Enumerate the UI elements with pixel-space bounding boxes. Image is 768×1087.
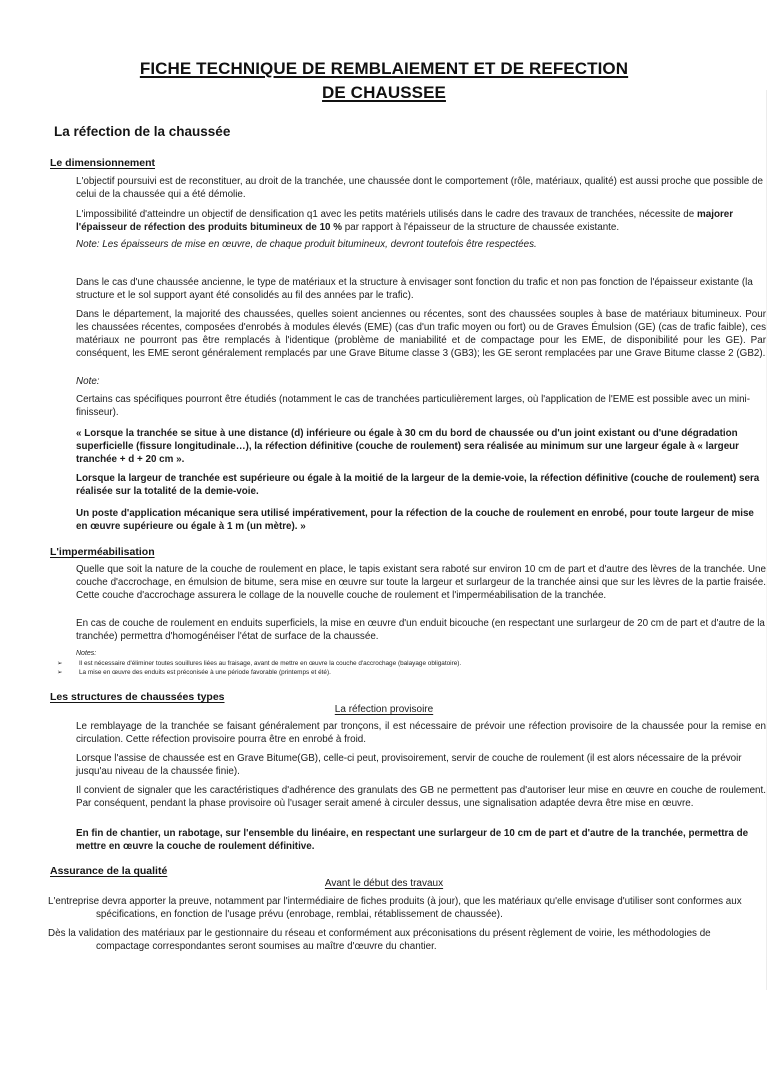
subheading-refection-provisoire: La réfection provisoire (334, 704, 434, 715)
dimensionnement-note-label: Note: (76, 376, 100, 387)
dimensionnement-bold-rule-3: Un poste d'application mécanique sera utilisé impérativement, pour la réfection de la couche de roulement en enrobé, pour toute largeur de mise en œuvre supérieure ou égale à 1 m (un mètre). » (76, 508, 754, 532)
title-line-2: DE CHAUSSEE (322, 83, 446, 102)
dimensionnement-paragraph-4: Dans le département, la majorité des chaussées, quelles soient anciennes ou récentes, sont des chaussées souples à base de matériaux bitumineux. Pour les chaussées récentes, composées d'enrobés à modules élevés (EME) (cas d'un trafic moyen ou fort) ou de Graves Émulsion (GE) (cas de trafic faible), ces matériaux ne pourront pas être remplacés à l'identique (problème de maniabilité et de compactage pour les EME, de disponibilité pour les GE). Par conséquent, les EME seront généralement remplacés par une Grave Bitume classe 3 (GB3); les GE seront remplacées par une Grave Bitume classe 2 (GB2). (76, 309, 766, 359)
heading-dimensionnement: Le dimensionnement (50, 157, 156, 169)
dimensionnement-paragraph-1: L'objectif poursuivi est de reconstituer, au droit de la tranchée, une chaussée dont le comportement (rôle, matériaux, qualité) est aussi proche que possible de celui de la chaussée qui a été démolie. (76, 176, 763, 200)
heading-impermeabilisation: L'imperméabilisation (50, 546, 155, 558)
p2-text-after: par rapport à l'épaisseur de la structure de chaussée existante. (342, 222, 620, 233)
scan-edge-line (766, 90, 767, 990)
structures-paragraph-1: Le remblayage de la tranchée se faisant généralement par tronçons, il est nécessaire de prévoir une réfection provisoire de la chaussée pour la remise en circulation. Cette réfection provisoire pourra être en enrobé à froid. (76, 721, 766, 745)
heading-qualite: Assurance de la qualité (50, 865, 168, 877)
impermeabilisation-paragraph-2: En cas de couche de roulement en enduits superficiels, la mise en œuvre d'un enduit bicouche (en respectant une surlargeur de 20 cm de part et d'autre de la tranchée) permettra d'homogénéiser l'état de surface de la chaussée. (76, 618, 765, 642)
dimensionnement-paragraph-3: Dans le cas d'une chaussée ancienne, le type de matériaux et la structure à envisager sont fonction du trafic et non pas fonction de l'épaisseur existante (la structure et le sol support ayant été consolidés au fil des années par le trafic). (76, 277, 753, 301)
note-item (57, 668, 331, 676)
impermeabilisation-notes-label: Notes: (76, 650, 97, 657)
structures-paragraph-3: Il convient de signaler que les caractéristiques d'adhérence des granulats des GB ne permettent pas d'autoriser leur mise en œuvre en couche de roulement. Par conséquent, pendant la phase provisoire où l'usager serait amené à circuler dessus, une signalisation adaptée devra être mise en œuvre. (76, 785, 766, 809)
dimensionnement-bold-rule-1: « Lorsque la tranchée se situe à une distance (d) inférieure ou égale à 30 cm du bord de chaussée ou d'un joint existant ou d'une dégradation superficielle (fissure longitudinale…), la réfection définitive (couche de roulement) sera réalisée au minimum sur une largeur égale à « largeur tranchée + d + 20 cm ». (76, 428, 740, 465)
structures-paragraph-2: Lorsque l'assise de chaussée est en Grave Bitume(GB), celle-ci peut, provisoirement, servir de couche de roulement (il est alors nécessaire de la prévoir jusqu'au niveau de la chaussée finie). (76, 753, 742, 777)
qualite-paragraph-2: Dès la validation des matériaux par le gestionnaire du réseau et conformément aux préconisations du présent règlement de voirie, les méthodologies de compactage correspondantes seront soumises au maître d'œuvre du chantier. (48, 928, 711, 952)
document-title (0, 57, 768, 105)
dimensionnement-paragraph-5: Certains cas spécifiques pourront être étudiés (notamment le cas de tranchées particulièrement larges, où l'application de l'EME est possible avec un mini-finisseur). (76, 394, 751, 418)
dimensionnement-note: Note: Les épaisseurs de mise en œuvre, de chaque produit bitumineux, devront toutefois être respectées. (76, 239, 537, 250)
impermeabilisation-paragraph-1: Quelle que soit la nature de la couche de roulement en place, le tapis existant sera raboté sur environ 10 cm de part et d'autre des lèvres de la tranchée. Une couche d'accrochage, en émulsion de bitume, sera mise en œuvre sur toute la largeur et surlargeur de la tranchée ainsi que sur les lèvres de la partie fraisée. Cette couche d'accrochage assurera le collage de la nouvelle couche de roulement et l'imperméabilisation de la tranchée. (76, 564, 766, 601)
title-line-1: FICHE TECHNIQUE DE REMBLAIEMENT ET DE REFECTION (139, 59, 629, 78)
subheading-avant-travaux: Avant le début des travaux (324, 878, 444, 889)
note-text: La mise en œuvre des enduits est préconisée à une période favorable (printemps et été). (79, 669, 331, 676)
note-text: Il est nécessaire d'éliminer toutes souillures liées au fraisage, avant de mettre en œuvre la couche d'accrochage (balayage obligatoire). (79, 660, 462, 667)
structures-bold-rule: En fin de chantier, un rabotage, sur l'ensemble du linéaire, en respectant une surlargeur de 10 cm de part et d'autre de la tranchée, permettra de mettre en œuvre la couche de roulement définitive. (76, 828, 749, 852)
p2-text-before: L'impossibilité d'atteindre un objectif de densification q1 avec les petits matériels utilisés dans le cadre des travaux de tranchées, nécessite de (76, 209, 697, 220)
arrow-bullet-icon: ➢ (57, 660, 63, 667)
section-title: La réfection de la chaussée (54, 124, 231, 139)
qualite-paragraph-1: L'entreprise devra apporter la preuve, notamment par l'intermédiaire de fiches produits (à jour), que les matériaux qu'elle envisage d'utiliser sont conformes aux spécifications, en fonction de l'usage prévu (enrobage, remblai, rétablissement de chaussée). (48, 896, 742, 920)
arrow-bullet-icon: ➢ (57, 669, 63, 676)
p2-bold-emphasis: majorer l'épaisseur de réfection des produits bitumineux de 10 % (76, 209, 734, 233)
heading-structures: Les structures de chaussées types (50, 691, 225, 703)
dimensionnement-paragraph-2 (76, 208, 766, 234)
dimensionnement-bold-rule-2: Lorsque la largeur de tranchée est supérieure ou égale à la moitié de la largeur de la demie-voie, la réfection définitive (couche de roulement) sera réalisée sur la totalité de la demie-voie. (76, 473, 760, 497)
note-item (57, 659, 461, 667)
